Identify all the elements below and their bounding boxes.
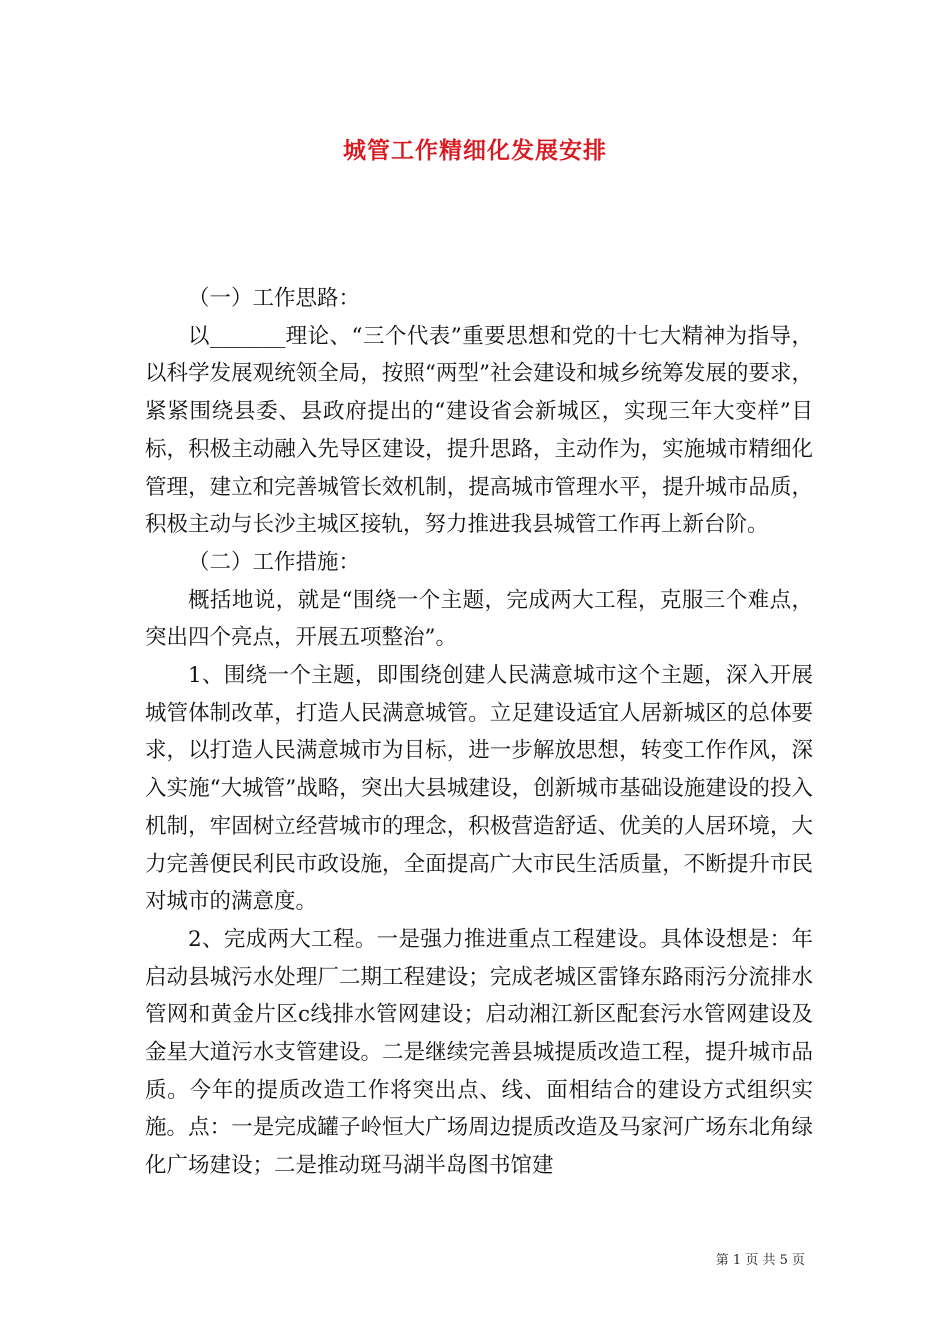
paragraph-item-1: 1、围绕一个主题，即围绕创建人民满意城市这个主题，深入开展城管体制改革，打造人民满意城管。立足建设适宜人居新城区的总体要求，以打造人民满意城市为目标，进一步解放思想，转变工作作风，深入实施“大城管”战略，突出大县城建设，创新城市基础设施建设的投入机制，牢固树立经营城市的理念，积极营造舒适、优美的人居环境，大力完善便民利民市政设施，全面提高广大市民生活质量，不断提升市民对城市的满意度。 <box>145 663 813 915</box>
paragraph-work-approach: 以_______理论、“三个代表”重要思想和党的十七大精神为指导，以科学发展观统领全局，按照“两型”社会建设和城乡统筹发展的要求，紧紧围绕县委、县政府提出的“建设省会新城区，实现三年大变样”目标，积极主动融入先导区建设，提升思路，主动作为，实施城市精细化管理，建立和完善城管长效机制，提高城市管理水平，提升城市品质，积极主动与长沙主城区接轨，努力推进我县城管工作再上新台阶。 <box>145 323 813 538</box>
paragraph-item-2: 2、完成两大工程。一是强力推进重点工程建设。具体设想是：年启动县城污水处理厂二期工程建设；完成老城区雷锋东路雨污分流排水管网和黄金片区c线排水管网建设；启动湘江新区配套污水管网建设及金星大道污水支管建设。二是继续完善县城提质改造工程，提升城市品质。今年的提质改造工作将突出点、线、面相结合的建设方式组织实施。点：一是完成罐子岭恒大广场周边提质改造及马家河广场东北角绿化广场建设；二是推动斑马湖半岛图书馆建 <box>145 926 813 1179</box>
document-title: 城管工作精细化发展安排 <box>343 137 607 164</box>
paragraph-summary: 概括地说，就是“围绕一个主题，完成两大工程，克服三个难点，突出四个亮点，开展五项整治”。 <box>145 587 813 651</box>
document-body <box>145 280 813 1185</box>
page-number: 第 1 页 共 5 页 <box>715 1253 805 1268</box>
section-heading-work-measures: （二）工作措施： <box>188 549 361 575</box>
section-heading-work-approach: （一）工作思路： <box>188 286 361 311</box>
